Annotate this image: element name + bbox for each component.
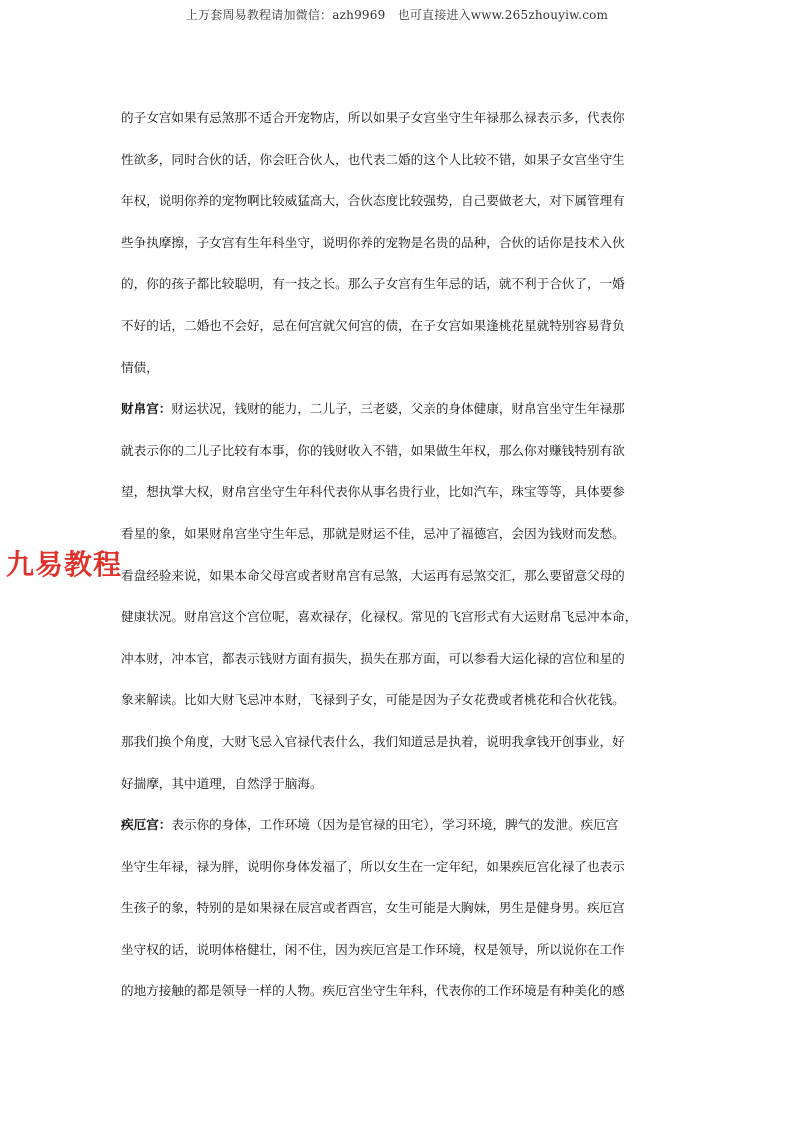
text-line <box>121 730 687 772</box>
text-line <box>121 189 687 231</box>
text-line <box>121 938 687 980</box>
line-text: 坐守权的话，说明体格健壮，闲不住，因为疾厄宫是工作环境，权是领导，所以说你在工作 <box>121 941 625 957</box>
line-text: 财运状况，钱财的能力，二儿子，三老婆，父亲的身体健康，财帛宫坐守生年禄那 <box>171 401 625 417</box>
document-body <box>121 106 687 1021</box>
line-text: 健康状况。财帛宫这个宫位呢，喜欢禄存，化禄权。常见的飞宫形式有大运财帛飞忌冲本命， <box>121 609 638 625</box>
line-text: 好揣摩，其中道理，自然浮于脑海。 <box>121 775 323 791</box>
text-line <box>121 314 687 356</box>
text-line <box>121 979 687 1021</box>
line-text: 就表示你的二儿子比较有本事，你的钱财收入不错，如果做生年权，那么你对赚钱特别有欲 <box>121 442 625 458</box>
page-header: 上万套周易教程请加微信：azh9969 也可直接进入www.265zhouyiw.com <box>185 8 609 22</box>
text-line <box>121 439 687 481</box>
line-text: 些争执摩擦，子女宫有生年科坐守，说明你养的宠物是名贵的品种，合伙的话你是技术入伙 <box>121 234 625 250</box>
text-line <box>121 813 687 855</box>
line-text: 的子女宫如果有忌煞那不适合开宠物店，所以如果子女宫坐守生年禄那么禄表示多，代表你 <box>121 110 625 125</box>
line-text: 冲本财，冲本官，都表示钱财方面有损失，损失在那方面，可以参看大运化禄的宫位和星的 <box>121 650 625 666</box>
section-heading: 疾厄宫： <box>121 817 172 833</box>
line-text: 坐守生年禄，禄为胖，说明你身体发福了，所以女生在一定年纪，如果疾厄宫化禄了也表示 <box>121 858 625 874</box>
line-text: 的地方接触的都是领导一样的人物。疾厄宫坐守生年科，代表你的工作环境是有种美化的感 <box>121 983 625 999</box>
line-text: 看星的象，如果财帛宫坐守生年忌，那就是财运不佳，忌冲了福德宫，会因为钱财而发愁。 <box>121 525 625 541</box>
text-line <box>121 397 687 439</box>
line-text: 不好的话，二婚也不会好，忌在何宫就欠何宫的债，在子女宫如果逢桃花星就特别容易背负 <box>121 317 625 333</box>
text-line <box>121 522 687 564</box>
line-text: 性欲多，同时合伙的话，你会旺合伙人，也代表二婚的这个人比较不错，如果子女宫坐守生 <box>121 151 625 167</box>
line-text: 年权，说明你养的宠物啊比较威猛高大，合伙态度比较强势，自己要做老大，对下属管理有 <box>121 193 625 209</box>
text-line <box>121 148 687 190</box>
text-line <box>121 855 687 897</box>
text-line <box>121 272 687 314</box>
line-text: 生孩子的象，特别的是如果禄在辰宫或者酉宫，女生可能是大胸妹，男生是健身男。疾厄宫 <box>121 900 625 916</box>
line-text: 望，想执掌大权，财帛宫坐守生年科代表你从事名贵行业，比如汽车，珠宝等等，具体要参 <box>121 484 625 500</box>
text-line <box>121 480 687 522</box>
text-line <box>121 106 687 148</box>
text-line <box>121 896 687 938</box>
line-text: 那我们换个角度，大财飞忌入官禄代表什么，我们知道忌是执着，说明我拿钱开创事业，好 <box>121 733 625 749</box>
text-line <box>121 772 687 814</box>
line-text: 看盘经验来说，如果本命父母宫或者财帛宫有忌煞，大运再有忌煞交汇，那么要留意父母的 <box>121 567 625 583</box>
text-line <box>121 688 687 730</box>
line-text: 表示你的身体，工作环境（因为是官禄的田宅），学习环境，脾气的发泄。疾厄宫 <box>171 817 619 833</box>
section-heading: 财帛宫： <box>121 401 172 417</box>
line-text: 情债， <box>121 359 159 375</box>
line-text: 象来解读。比如大财飞忌冲本财，飞禄到子女，可能是因为子女花费或者桃花和合伙花钱。 <box>121 692 625 708</box>
text-line <box>121 356 687 398</box>
text-line <box>121 605 687 647</box>
line-text: 的，你的孩子都比较聪明，有一技之长。那么子女宫有生年忌的话，就不利于合伙了，一婚 <box>121 276 625 292</box>
text-line <box>121 231 687 273</box>
text-line <box>121 647 687 689</box>
watermark-logo-text: 九易教程 <box>6 548 123 581</box>
text-line <box>121 564 687 606</box>
